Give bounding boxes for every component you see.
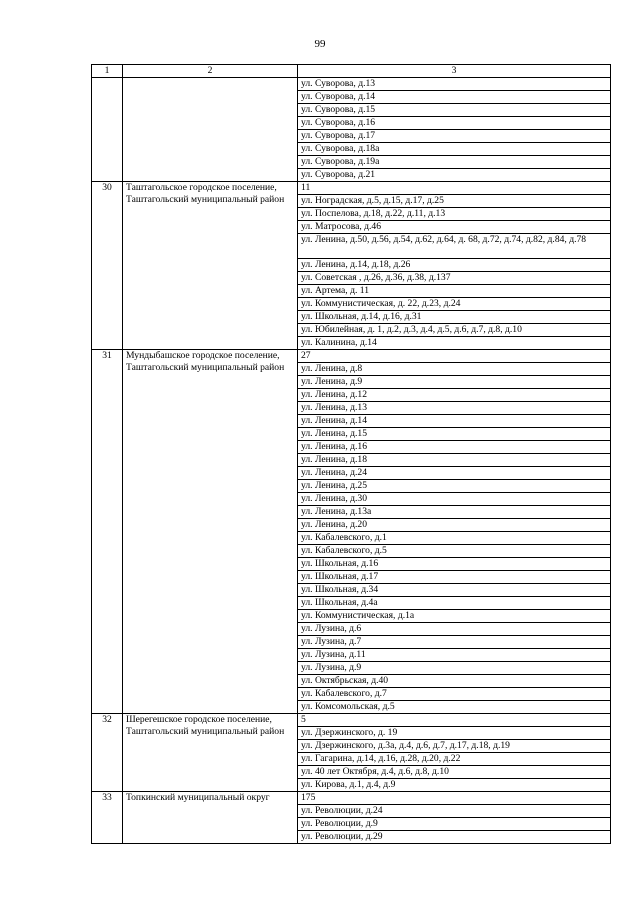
municipality-name: Таштагольское городское поселение, Таштагольский муниципальный район xyxy=(123,182,298,350)
address-line: ул. Суворова, д.16 xyxy=(298,117,611,130)
address-line: ул. Школьная, д.17 xyxy=(298,571,611,584)
table-row xyxy=(92,792,611,805)
table-row xyxy=(92,78,611,91)
municipality-name: Шерегешское городское поселение, Таштагольский муниципальный район xyxy=(123,714,298,792)
address-line: ул. Революции, д.29 xyxy=(298,831,611,844)
address-line: ул. Ленина, д.14 xyxy=(298,415,611,428)
municipality-name: Мундыбашское городское поселение, Таштагольский муниципальный район xyxy=(123,350,298,714)
address-line: ул. Ленина, д.9 xyxy=(298,376,611,389)
municipality-name xyxy=(123,78,298,182)
address-line: ул. Дзержинского, д.3а, д.4, д.6, д.7, д.17, д.18, д.19 xyxy=(298,740,611,753)
address-line: ул. Кабалевского, д.5 xyxy=(298,545,611,558)
building-count: 27 xyxy=(298,350,611,363)
municipality-name: Топкинский муниципальный округ xyxy=(123,792,298,844)
address-line: ул. Лузина, д.11 xyxy=(298,649,611,662)
address-line: ул. Ленина, д.24 xyxy=(298,467,611,480)
building-count: 11 xyxy=(298,182,611,195)
address-line: ул. Поспелова, д.18, д.22, д.11, д.13 xyxy=(298,208,611,221)
address-line: ул. Ленина, д.50, д.56, д.54, д.62, д.64, д. 68, д.72, д.74, д.82, д.84, д.78 xyxy=(298,234,611,259)
table-row xyxy=(92,182,611,195)
address-line: ул. Суворова, д.19а xyxy=(298,156,611,169)
address-line: ул. Ленина, д.16 xyxy=(298,441,611,454)
address-line: ул. Суворова, д.17 xyxy=(298,130,611,143)
address-line: ул. Суворова, д.14 xyxy=(298,91,611,104)
row-number xyxy=(92,78,123,182)
address-line: ул. Ленина, д.25 xyxy=(298,480,611,493)
address-line: ул. Школьная, д.16 xyxy=(298,558,611,571)
address-line: ул. Школьная, д.4а xyxy=(298,597,611,610)
header-col-1: 1 xyxy=(92,65,123,78)
address-line: ул. Ленина, д.15 xyxy=(298,428,611,441)
header-col-3: 3 xyxy=(298,65,611,78)
row-number: 30 xyxy=(92,182,123,350)
table-row xyxy=(92,714,611,727)
row-number: 31 xyxy=(92,350,123,714)
address-line: ул. Школьная, д.14, д.16, д.31 xyxy=(298,311,611,324)
address-line: ул. Лузина, д.6 xyxy=(298,623,611,636)
address-line: ул. Калинина, д.14 xyxy=(298,337,611,350)
address-line: ул. Кабалевского, д.7 xyxy=(298,688,611,701)
address-line: ул. Дзержинского, д. 19 xyxy=(298,727,611,740)
row-number: 33 xyxy=(92,792,123,844)
address-line: ул. Ленина, д.20 xyxy=(298,519,611,532)
address-line: ул. Кабалевского, д.1 xyxy=(298,532,611,545)
address-line: ул. Суворова, д.21 xyxy=(298,169,611,182)
address-line: ул. Суворова, д.15 xyxy=(298,104,611,117)
address-line: ул. Лузина, д.7 xyxy=(298,636,611,649)
address-line: ул. Ленина, д.8 xyxy=(298,363,611,376)
table-body xyxy=(92,65,611,844)
address-line: ул. Революции, д.24 xyxy=(298,805,611,818)
address-table xyxy=(91,64,611,844)
row-number: 32 xyxy=(92,714,123,792)
address-line: ул. Коммунистическая, д. 22, д.23, д.24 xyxy=(298,298,611,311)
address-line: ул. Лузина, д.9 xyxy=(298,662,611,675)
header-col-2: 2 xyxy=(123,65,298,78)
address-line: ул. Артема, д. 11 xyxy=(298,285,611,298)
address-line: ул. Коммунистическая, д.1а xyxy=(298,610,611,623)
building-count: ул. Суворова, д.13 xyxy=(298,78,611,91)
table-row xyxy=(92,350,611,363)
address-line: ул. Юбилейная, д. 1, д.2, д.3, д.4, д.5, д.6, д.7, д.8, д.10 xyxy=(298,324,611,337)
page-number: 99 xyxy=(314,38,326,50)
building-count: 5 xyxy=(298,714,611,727)
address-line: ул. Ленина, д.30 xyxy=(298,493,611,506)
address-line: ул. Ленина, д.13а xyxy=(298,506,611,519)
address-line: ул. Ленина, д.13 xyxy=(298,402,611,415)
address-line: ул. Революции, д.9 xyxy=(298,818,611,831)
address-line: ул. Ленина, д.12 xyxy=(298,389,611,402)
header-row xyxy=(92,65,611,78)
address-line: ул. Матросова, д.46 xyxy=(298,221,611,234)
address-line: ул. Советская , д.26, д.36, д.38, д.137 xyxy=(298,272,611,285)
address-line: ул. Школьная, д.34 xyxy=(298,584,611,597)
address-line: ул. Октябрьская, д.40 xyxy=(298,675,611,688)
address-line: ул. Ленина, д.18 xyxy=(298,454,611,467)
building-count: 175 xyxy=(298,792,611,805)
address-line: ул. Ноградская, д.5, д.15, д.17, д.25 xyxy=(298,195,611,208)
address-line: ул. Кирова, д.1, д.4, д.9 xyxy=(298,779,611,792)
address-line: ул. Комсомольская, д.5 xyxy=(298,701,611,714)
address-line: ул. Суворова, д.18а xyxy=(298,143,611,156)
address-line: ул. Гагарина, д.14, д.16, д.28, д.20, д.22 xyxy=(298,753,611,766)
address-line: ул. Ленина, д.14, д.18, д.26 xyxy=(298,259,611,272)
address-line: ул. 40 лет Октября, д.4, д.6, д.8, д.10 xyxy=(298,766,611,779)
